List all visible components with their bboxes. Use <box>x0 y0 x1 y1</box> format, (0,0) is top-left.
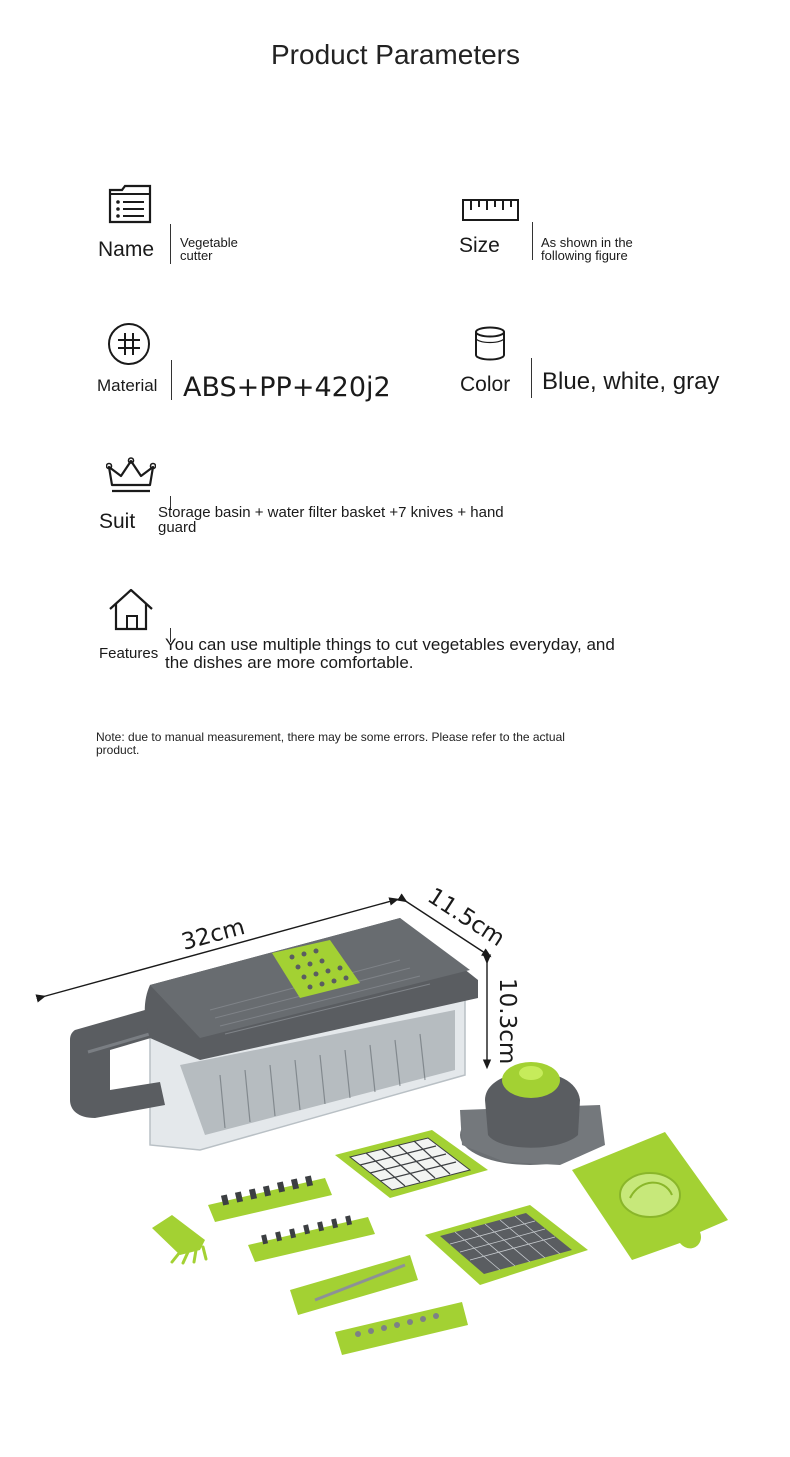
height-dimension-label: 10.3cm <box>494 978 520 1065</box>
page-title: Product Parameters <box>271 39 520 70</box>
product-illustration <box>0 860 790 1390</box>
house-icon <box>108 588 154 632</box>
size-value: As shown in the following figure <box>541 235 633 263</box>
cylinder-icon <box>473 326 507 362</box>
material-value: ABS+PP+420j2 <box>183 372 391 403</box>
divider <box>532 222 533 260</box>
suit-label: Suit <box>99 510 136 533</box>
divider <box>170 224 171 264</box>
divider <box>531 358 532 398</box>
document-list-icon <box>108 184 152 224</box>
features-label: Features <box>99 645 159 662</box>
size-label: Size <box>459 234 500 257</box>
divider <box>171 360 172 400</box>
measurement-note: Note: due to manual measurement, there may be some errors. Please refer to the actual product. <box>96 730 565 757</box>
color-label: Color <box>460 373 511 396</box>
features-value: You can use multiple things to cut vegetables everyday, and the dishes are more comfortable. <box>165 635 615 672</box>
blade-julienne <box>335 1302 468 1355</box>
crown-icon <box>106 457 156 495</box>
name-value: Vegetable cutter <box>180 235 238 263</box>
name-label: Name <box>98 238 155 261</box>
width-dimension-label: 11.5cm <box>422 883 510 953</box>
grid-circle-icon <box>107 322 151 366</box>
material-label: Material <box>97 376 158 395</box>
suit-value: Storage basin + water filter basket +7 knives + hand guard <box>158 504 504 536</box>
length-dimension-label: 32cm <box>178 914 248 956</box>
ruler-icon <box>462 198 520 222</box>
color-value: Blue, white, gray <box>542 368 720 395</box>
